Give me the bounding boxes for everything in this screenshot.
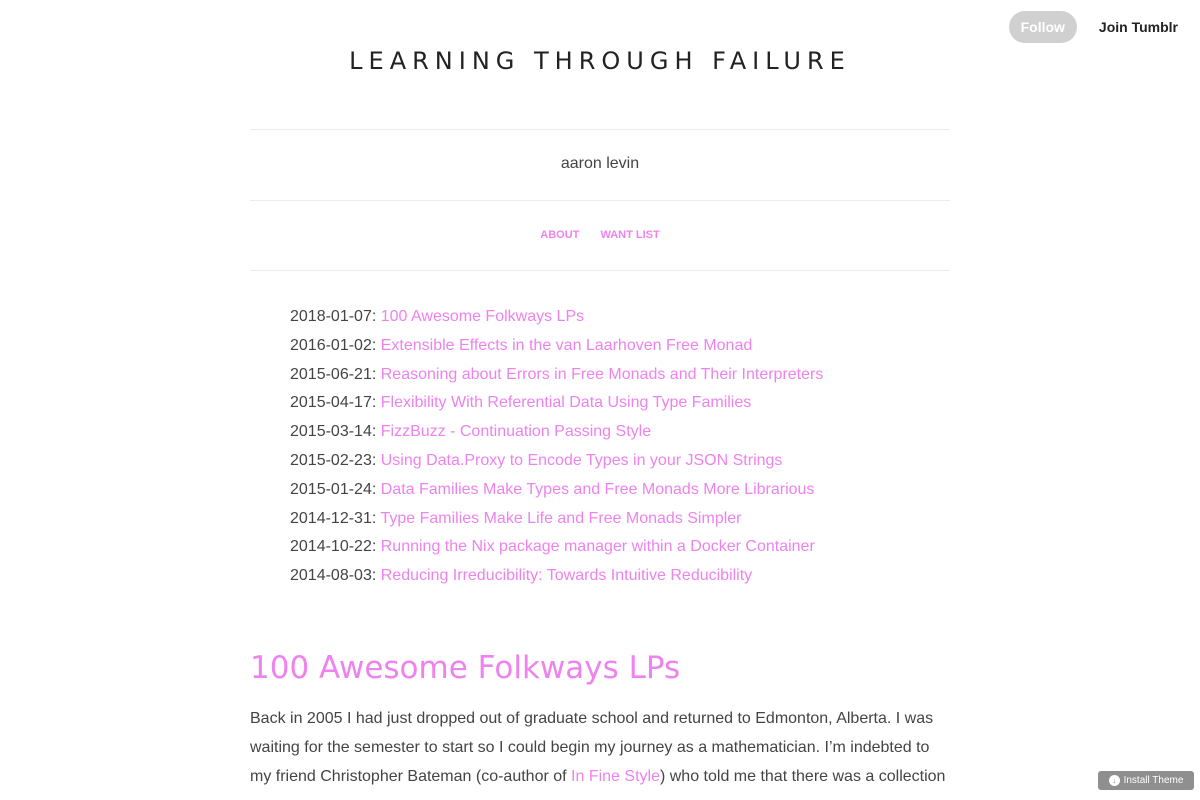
download-icon: ↓: [1109, 775, 1120, 786]
post-inline-link[interactable]: In Fine Style: [571, 768, 660, 785]
archive-date: 2014-08-03:: [290, 567, 377, 585]
author-name: aaron levin: [560, 155, 640, 172]
install-theme-label: Install Theme: [1123, 775, 1184, 786]
archive-item: [290, 303, 823, 332]
archive-item: [290, 418, 823, 447]
archive-post-link[interactable]: Flexibility With Referential Data Using Type Families: [380, 394, 752, 412]
post-title[interactable]: 100 Awesome Folkways LPs: [250, 650, 681, 686]
author-divider: [250, 200, 950, 201]
archive-item: [290, 505, 823, 534]
header-divider: [250, 129, 950, 130]
archive-date: 2014-12-31:: [290, 509, 377, 527]
archive-post-link[interactable]: Running the Nix package manager within a Docker Container: [380, 538, 815, 556]
archive-date: 2016-01-02:: [290, 336, 377, 354]
archive-item: [290, 562, 823, 591]
archive-post-link[interactable]: Using Data.Proxy to Encode Types in your JSON Strings: [380, 451, 783, 469]
top-actions: [1009, 11, 1178, 43]
nav-divider: [250, 270, 950, 271]
archive-item: [290, 533, 823, 562]
archive-post-link[interactable]: Reasoning about Errors in Free Monads and Their Interpreters: [380, 365, 824, 383]
archive-date: 2014-10-22:: [290, 538, 377, 556]
install-theme-button[interactable]: [1098, 771, 1194, 790]
archive-post-link[interactable]: FizzBuzz - Continuation Passing Style: [380, 423, 652, 441]
archive-post-link[interactable]: Data Families Make Types and Free Monads More Librarious: [380, 480, 815, 498]
archive-item: [290, 476, 823, 505]
main-nav: [250, 229, 950, 241]
archive-post-link[interactable]: Reducing Irreducibility: Towards Intuitive Reducibility: [380, 567, 753, 585]
archive-item: [290, 447, 823, 476]
post-archive-list: [290, 303, 823, 591]
post-body: [250, 704, 952, 791]
archive-post-link[interactable]: Extensible Effects in the van Laarhoven Free Monad: [380, 336, 753, 354]
archive-date: 2015-03-14:: [290, 423, 377, 441]
nav-link-about[interactable]: ABOUT: [540, 229, 580, 241]
archive-date: 2015-01-24:: [290, 480, 377, 498]
archive-post-link[interactable]: 100 Awesome Folkways LPs: [380, 308, 585, 325]
archive-date: 2018-01-07:: [290, 308, 377, 325]
archive-item: [290, 361, 823, 390]
post-body-text: Back in 2005 I had just dropped out of graduate school and returned to Edmonton, Alberta. I was waiting for the semester to start so I could begin my journey as a mathematician. I’m indebted to my friend Christopher Bateman (co-author of: [250, 710, 934, 785]
archive-item: [290, 332, 823, 361]
archive-post-link[interactable]: Type Families Make Life and Free Monads Simpler: [380, 509, 742, 527]
blog-title-link[interactable]: LEARNING THROUGH FAILURE: [349, 47, 851, 75]
join-tumblr-link[interactable]: Join Tumblr: [1098, 19, 1178, 35]
archive-date: 2015-06-21:: [290, 365, 377, 383]
follow-button[interactable]: Follow: [1009, 11, 1077, 43]
archive-item: [290, 389, 823, 418]
post-body-text-continued: ) who told me that there was a collection: [659, 768, 946, 785]
blog-title: [0, 47, 1200, 75]
archive-date: 2015-04-17:: [290, 394, 377, 412]
nav-link-want-list[interactable]: WANT LIST: [600, 229, 660, 241]
archive-date: 2015-02-23:: [290, 451, 377, 469]
